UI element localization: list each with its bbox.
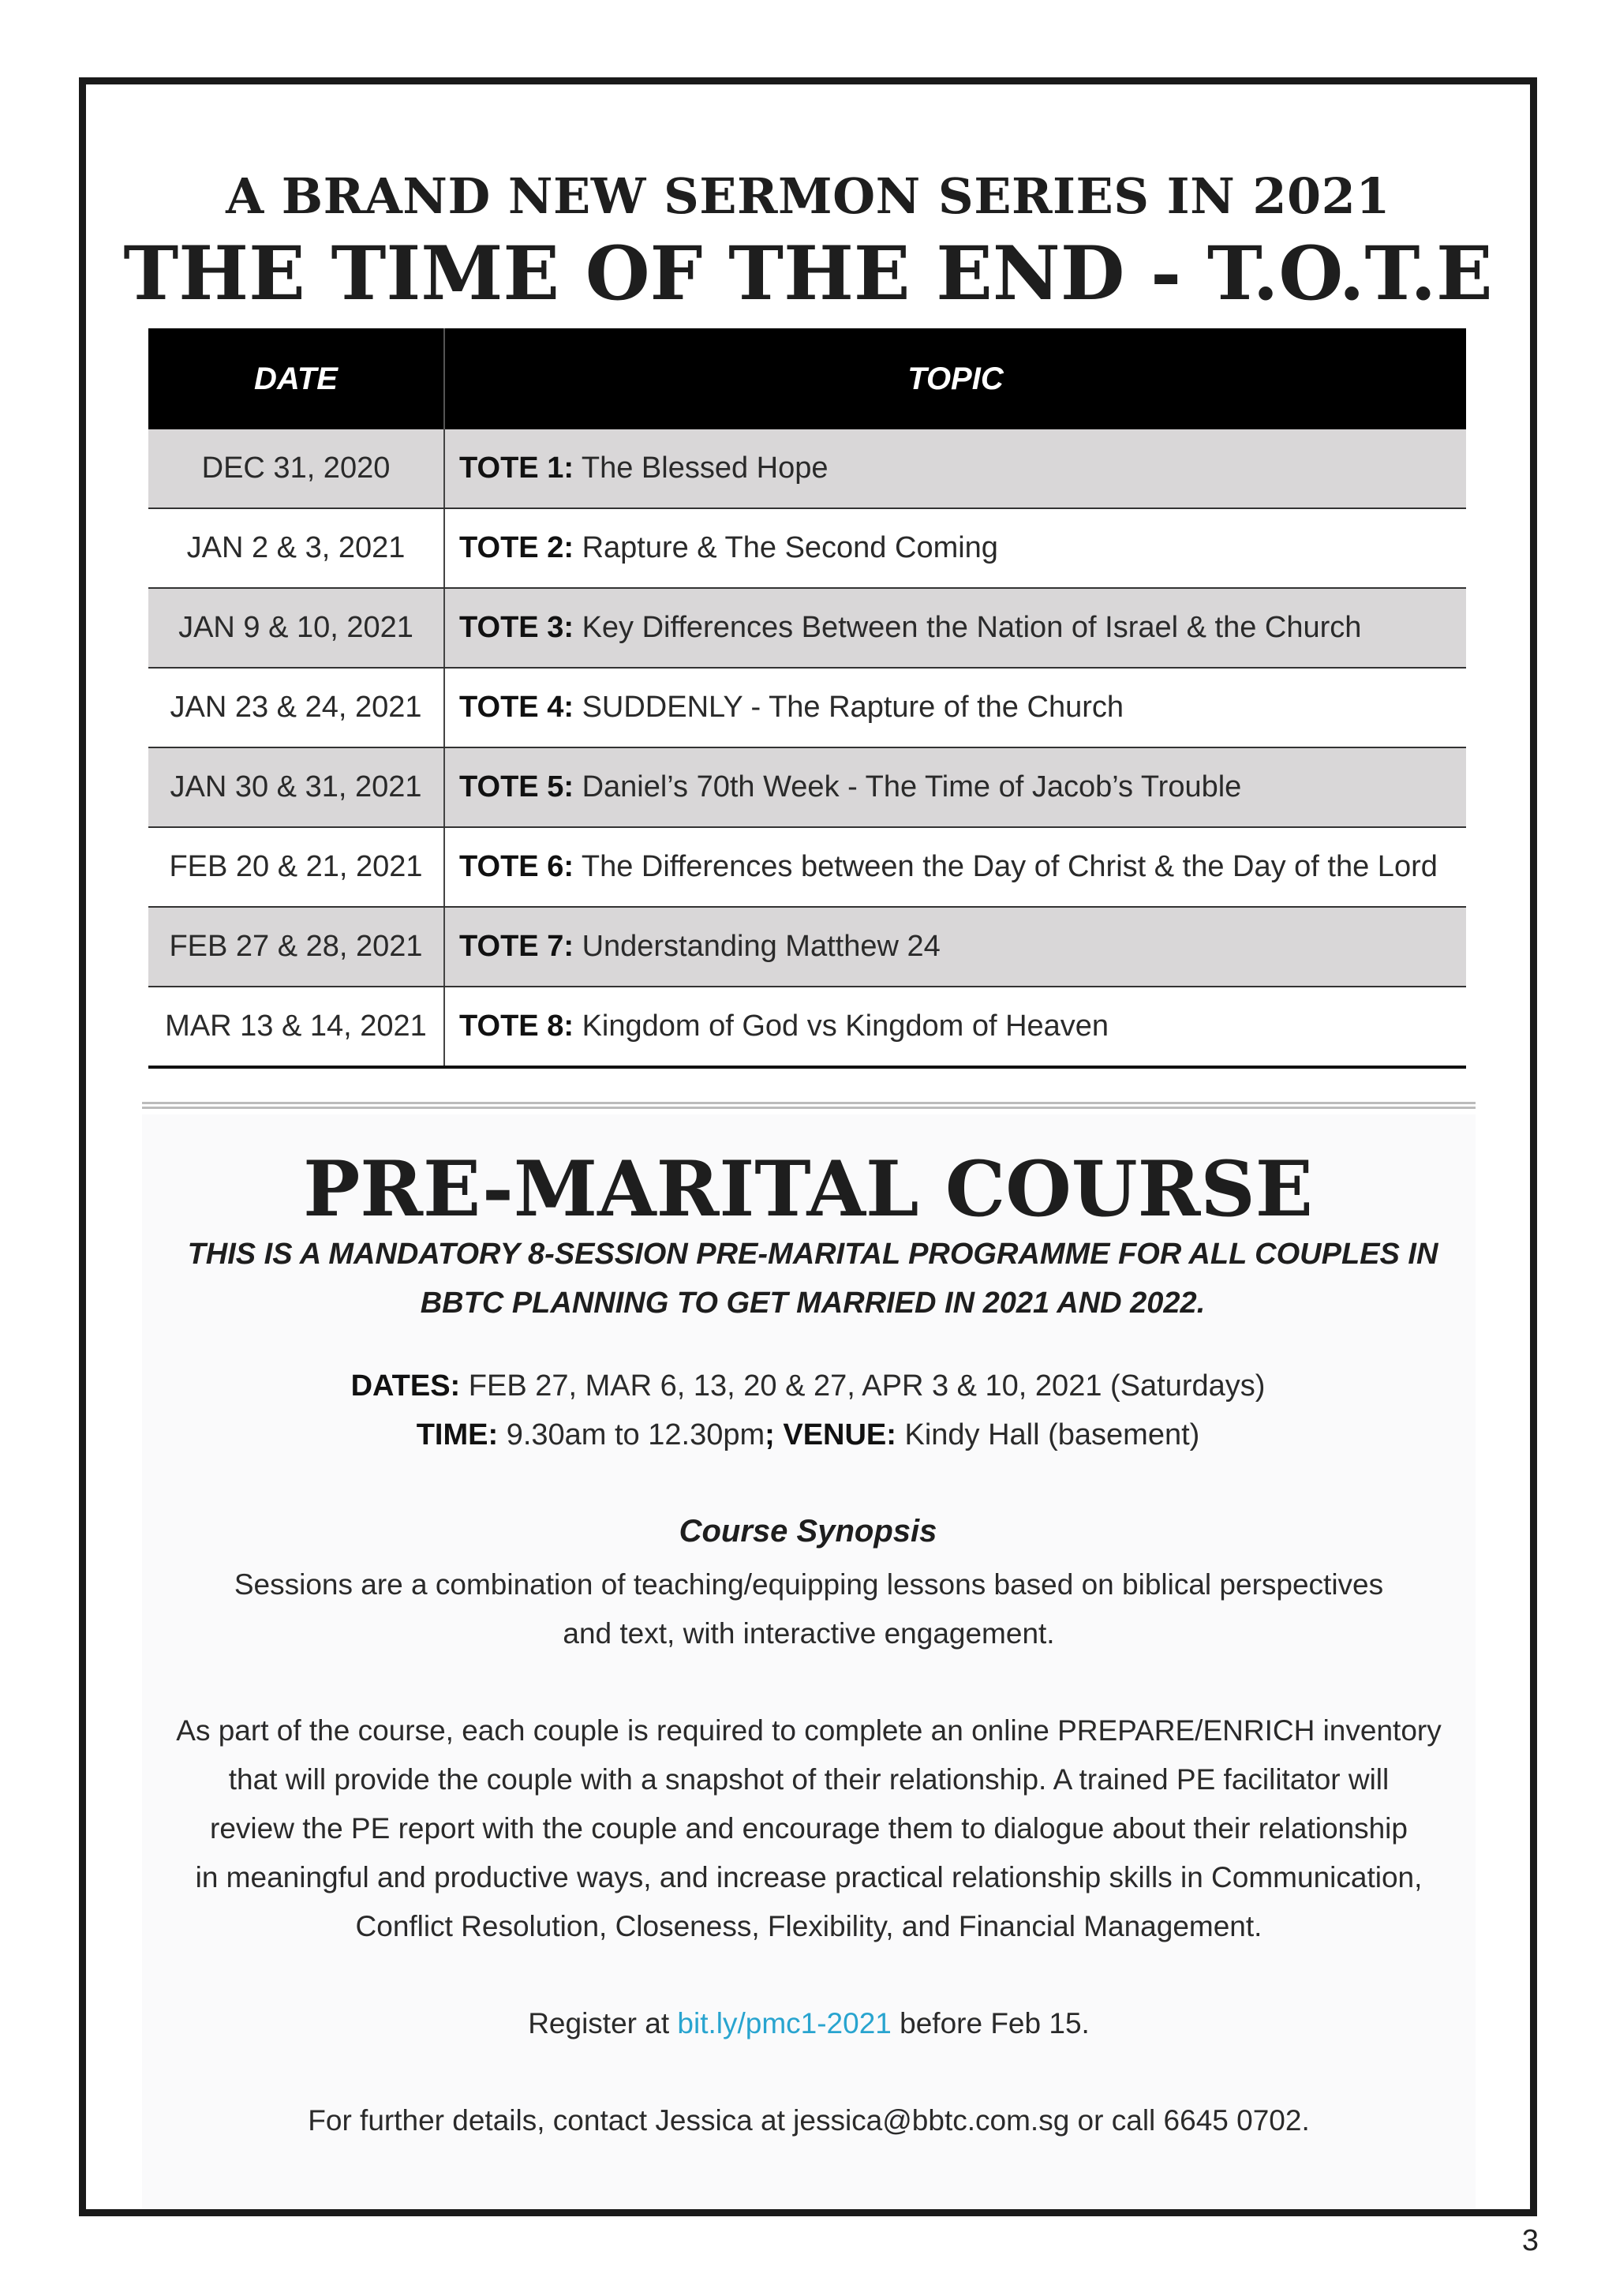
register-line <box>142 1999 1476 2048</box>
sermon-schedule-table <box>148 328 1466 1069</box>
course-title: PRE-MARITAL COURSE <box>303 1144 1313 1234</box>
sermon-label: TOTE 7: <box>459 930 574 963</box>
sermon-topic-text: Key Differences Between the Nation of Israel & the Church <box>582 611 1362 644</box>
sermon-topic <box>444 987 1466 1067</box>
sermon-topic-text: Understanding Matthew 24 <box>582 930 941 963</box>
sermon-date: MAR 13 & 14, 2021 <box>148 987 444 1067</box>
table-row <box>148 987 1466 1067</box>
sermon-label: TOTE 5: <box>459 770 574 803</box>
synopsis-title: Course Synopsis <box>679 1514 937 1549</box>
table-row <box>148 588 1466 668</box>
paragraph-line: and text, with interactive engagement. <box>563 1617 1055 1650</box>
sermon-date: JAN 23 & 24, 2021 <box>148 668 444 747</box>
sermon-topic <box>444 588 1466 668</box>
sermon-topic <box>444 429 1466 508</box>
sermon-topic-text: Kingdom of God vs Kingdom of Heaven <box>582 1009 1109 1043</box>
inventory-paragraph <box>142 1706 1476 1951</box>
sermon-topic <box>444 508 1466 588</box>
sermon-date: JAN 2 & 3, 2021 <box>148 508 444 588</box>
register-link[interactable]: bit.ly/pmc1-2021 <box>677 2007 892 2039</box>
sermon-topic <box>444 668 1466 747</box>
page-number: 3 <box>1521 2224 1539 2257</box>
sermon-label: TOTE 6: <box>459 850 574 883</box>
time-label: TIME: <box>416 1418 499 1451</box>
paragraph-line: that will provide the couple with a snapshot of their relationship. A trained PE facilitator will <box>228 1763 1390 1796</box>
dates-value: FEB 27, MAR 6, 13, 20 & 27, APR 3 & 10, 2021 (Saturdays) <box>468 1369 1266 1403</box>
paragraph-line: review the PE report with the couple and encourage them to dialogue about their relationship <box>210 1812 1408 1845</box>
sermon-topic <box>444 747 1466 827</box>
sermon-topic-text: SUDDENLY - The Rapture of the Church <box>582 691 1124 724</box>
table-header-row <box>148 328 1466 429</box>
sermon-date: JAN 30 & 31, 2021 <box>148 747 444 827</box>
sermon-label: TOTE 8: <box>459 1009 574 1043</box>
sermon-date: FEB 27 & 28, 2021 <box>148 907 444 987</box>
table-row <box>148 668 1466 747</box>
time-value: 9.30am to 12.30pm <box>506 1418 765 1451</box>
sermon-topic-text: The Differences between the Day of Christ & the Day of the Lord <box>581 850 1438 883</box>
section-divider <box>142 1102 1476 1109</box>
paragraph-line: As part of the course, each couple is required to complete an online PREPARE/ENRICH inventory <box>176 1714 1442 1747</box>
course-subtitle-line: BBTC PLANNING TO GET MARRIED IN 2021 AND 2022. <box>420 1287 1206 1320</box>
venue-value: Kindy Hall (basement) <box>904 1418 1200 1451</box>
course-dates <box>0 1369 1616 1403</box>
date-column-header: DATE <box>148 328 444 429</box>
sermon-label: TOTE 1: <box>459 451 574 485</box>
series-intro-heading: A BRAND NEW SERMON SERIES IN 2021 <box>226 167 1390 225</box>
table-row <box>148 429 1466 508</box>
paragraph-line: Sessions are a combination of teaching/equipping lessons based on biblical perspectives <box>234 1568 1384 1601</box>
register-suffix: before Feb 15. <box>900 2007 1090 2039</box>
sermon-topic-text: Rapture & The Second Coming <box>582 531 998 564</box>
topic-column-header: TOPIC <box>444 328 1466 429</box>
dates-label: DATES: <box>350 1369 461 1403</box>
series-title-heading: THE TIME OF THE END - T.O.T.E <box>123 230 1493 317</box>
paragraph-line: Conflict Resolution, Closeness, Flexibility, and Financial Management. <box>355 1910 1262 1942</box>
venue-label: VENUE: <box>783 1418 896 1451</box>
synopsis-paragraph <box>142 1560 1476 1658</box>
sermon-label: TOTE 3: <box>459 611 574 644</box>
sermon-topic-text: The Blessed Hope <box>581 451 829 485</box>
sermon-topic <box>444 827 1466 907</box>
contact-line: For further details, contact Jessica at jessica@bbtc.com.sg or call 6645 0702. <box>308 2104 1310 2137</box>
course-subtitle <box>174 1230 1452 1328</box>
sermon-topic <box>444 907 1466 987</box>
course-time-venue <box>0 1418 1616 1452</box>
sermon-topic-text: Daniel’s 70th Week - The Time of Jacob’s Trouble <box>582 770 1242 803</box>
register-prefix: Register at <box>528 2007 670 2039</box>
table-row <box>148 827 1466 907</box>
sermon-date: DEC 31, 2020 <box>148 429 444 508</box>
table-row <box>148 747 1466 827</box>
course-subtitle-line: THIS IS A MANDATORY 8-SESSION PRE-MARITAL PROGRAMME FOR ALL COUPLES IN <box>187 1238 1438 1271</box>
time-venue-separator: ; <box>765 1418 775 1451</box>
table-row <box>148 508 1466 588</box>
table-row <box>148 907 1466 987</box>
sermon-date: FEB 20 & 21, 2021 <box>148 827 444 907</box>
paragraph-line: in meaningful and productive ways, and increase practical relationship skills in Communication, <box>195 1861 1423 1893</box>
sermon-date: JAN 9 & 10, 2021 <box>148 588 444 668</box>
sermon-label: TOTE 4: <box>459 691 574 724</box>
sermon-label: TOTE 2: <box>459 531 574 564</box>
